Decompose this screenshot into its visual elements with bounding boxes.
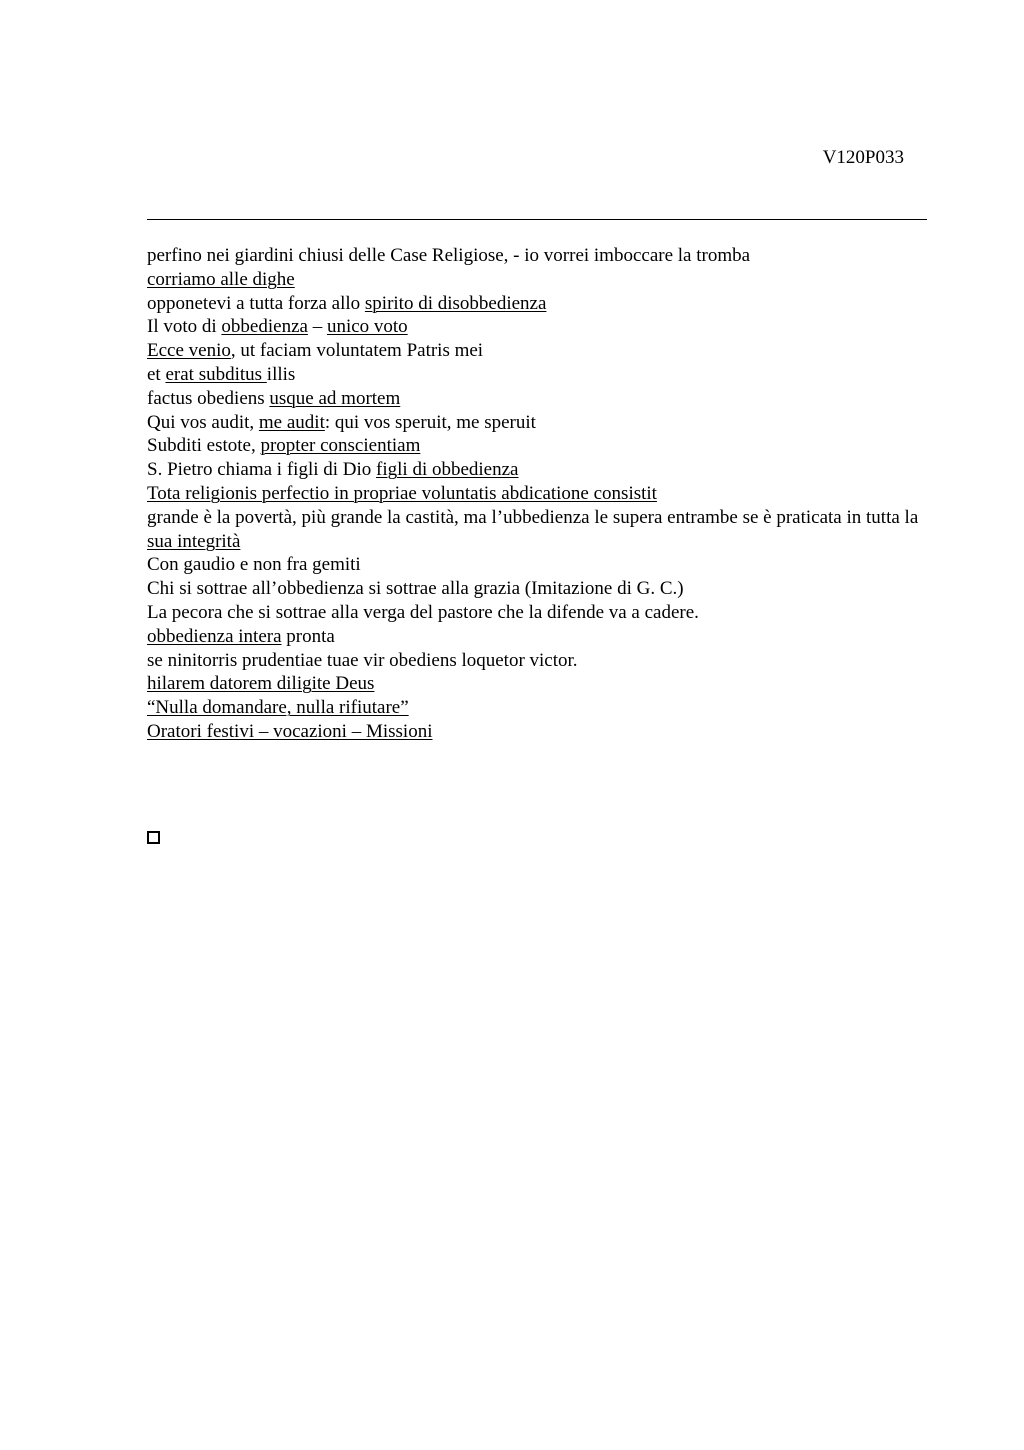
text-line bbox=[147, 696, 937, 720]
text-line bbox=[147, 411, 937, 435]
underlined-phrase: me audit bbox=[258, 411, 325, 433]
text-line bbox=[147, 601, 937, 625]
text-line bbox=[147, 292, 937, 316]
text-segment: et bbox=[147, 363, 166, 385]
text-segment: illis bbox=[266, 363, 296, 385]
text-line bbox=[147, 506, 937, 554]
text-segment: Subditi estote, bbox=[147, 435, 261, 457]
text-segment: se ninitorris prudentiae tuae vir obediens loquetor victor. bbox=[147, 649, 578, 671]
underlined-phrase: spirito di disobbedienza bbox=[364, 292, 547, 314]
underlined-phrase: usque ad mortem bbox=[269, 387, 401, 409]
underlined-phrase: obbedienza intera bbox=[147, 625, 282, 647]
text-line bbox=[147, 553, 937, 577]
text-segment: Chi si sottrae all’obbedienza si sottrae alla grazia (Imitazione di G. C.) bbox=[147, 578, 684, 600]
text-line bbox=[147, 387, 937, 411]
underlined-phrase: hilarem datorem diligite Deus bbox=[147, 673, 375, 695]
underlined-phrase: Oratori festivi – vocazioni – Missioni bbox=[147, 720, 433, 742]
page-code: V120P033 bbox=[822, 147, 904, 168]
text-segment: , ut faciam voluntatem Patris mei bbox=[230, 340, 484, 362]
underlined-phrase: obbedienza bbox=[221, 316, 308, 338]
underlined-phrase: unico voto bbox=[326, 316, 408, 338]
underlined-phrase: “Nulla domandare, nulla rifiutare” bbox=[147, 697, 409, 719]
text-line bbox=[147, 625, 937, 649]
underlined-phrase: Ecce venio bbox=[147, 340, 231, 362]
text-segment: Il voto di bbox=[147, 316, 222, 338]
text-line bbox=[147, 244, 937, 268]
text-line bbox=[147, 649, 937, 673]
underlined-phrase: erat subditus bbox=[165, 363, 267, 385]
document-body bbox=[147, 244, 937, 744]
text-segment: grande è la povertà, più grande la castità, ma l’ubbedienza le supera entrambe se è praticata in tutta la bbox=[147, 506, 919, 528]
text-segment: opponetevi a tutta forza allo bbox=[147, 292, 365, 314]
text-segment: factus obediens bbox=[147, 387, 270, 409]
text-line bbox=[147, 434, 937, 458]
underlined-phrase: propter conscientiam bbox=[260, 435, 421, 457]
underlined-phrase: Tota religionis perfectio in propriae voluntatis abdicatione consistit bbox=[147, 482, 657, 504]
text-line bbox=[147, 458, 937, 482]
text-line bbox=[147, 720, 937, 744]
underlined-phrase: figli di obbedienza bbox=[376, 459, 519, 481]
text-line bbox=[147, 268, 937, 292]
underlined-phrase: corriamo alle dighe bbox=[147, 268, 295, 290]
text-segment: pronta bbox=[281, 625, 335, 647]
text-segment: – bbox=[307, 316, 327, 338]
text-line bbox=[147, 363, 937, 387]
text-segment: : qui vos speruit, me speruit bbox=[324, 411, 536, 433]
underlined-phrase: sua integrità bbox=[147, 530, 241, 552]
text-line bbox=[147, 577, 937, 601]
text-segment: Qui vos audit, bbox=[147, 411, 259, 433]
text-segment: La pecora che si sottrae alla verga del pastore che la difende va a cadere. bbox=[147, 601, 699, 623]
text-line bbox=[147, 482, 937, 506]
text-line bbox=[147, 672, 937, 696]
text-segment: perfino nei giardini chiusi delle Case Religiose, - io vorrei imboccare la tromba bbox=[147, 245, 751, 266]
header-rule bbox=[147, 219, 927, 220]
text-line bbox=[147, 339, 937, 363]
text-line bbox=[147, 315, 937, 339]
text-segment: Con gaudio e non fra gemiti bbox=[147, 554, 361, 576]
text-segment: S. Pietro chiama i figli di Dio bbox=[147, 459, 377, 481]
checkbox-square bbox=[147, 831, 160, 844]
